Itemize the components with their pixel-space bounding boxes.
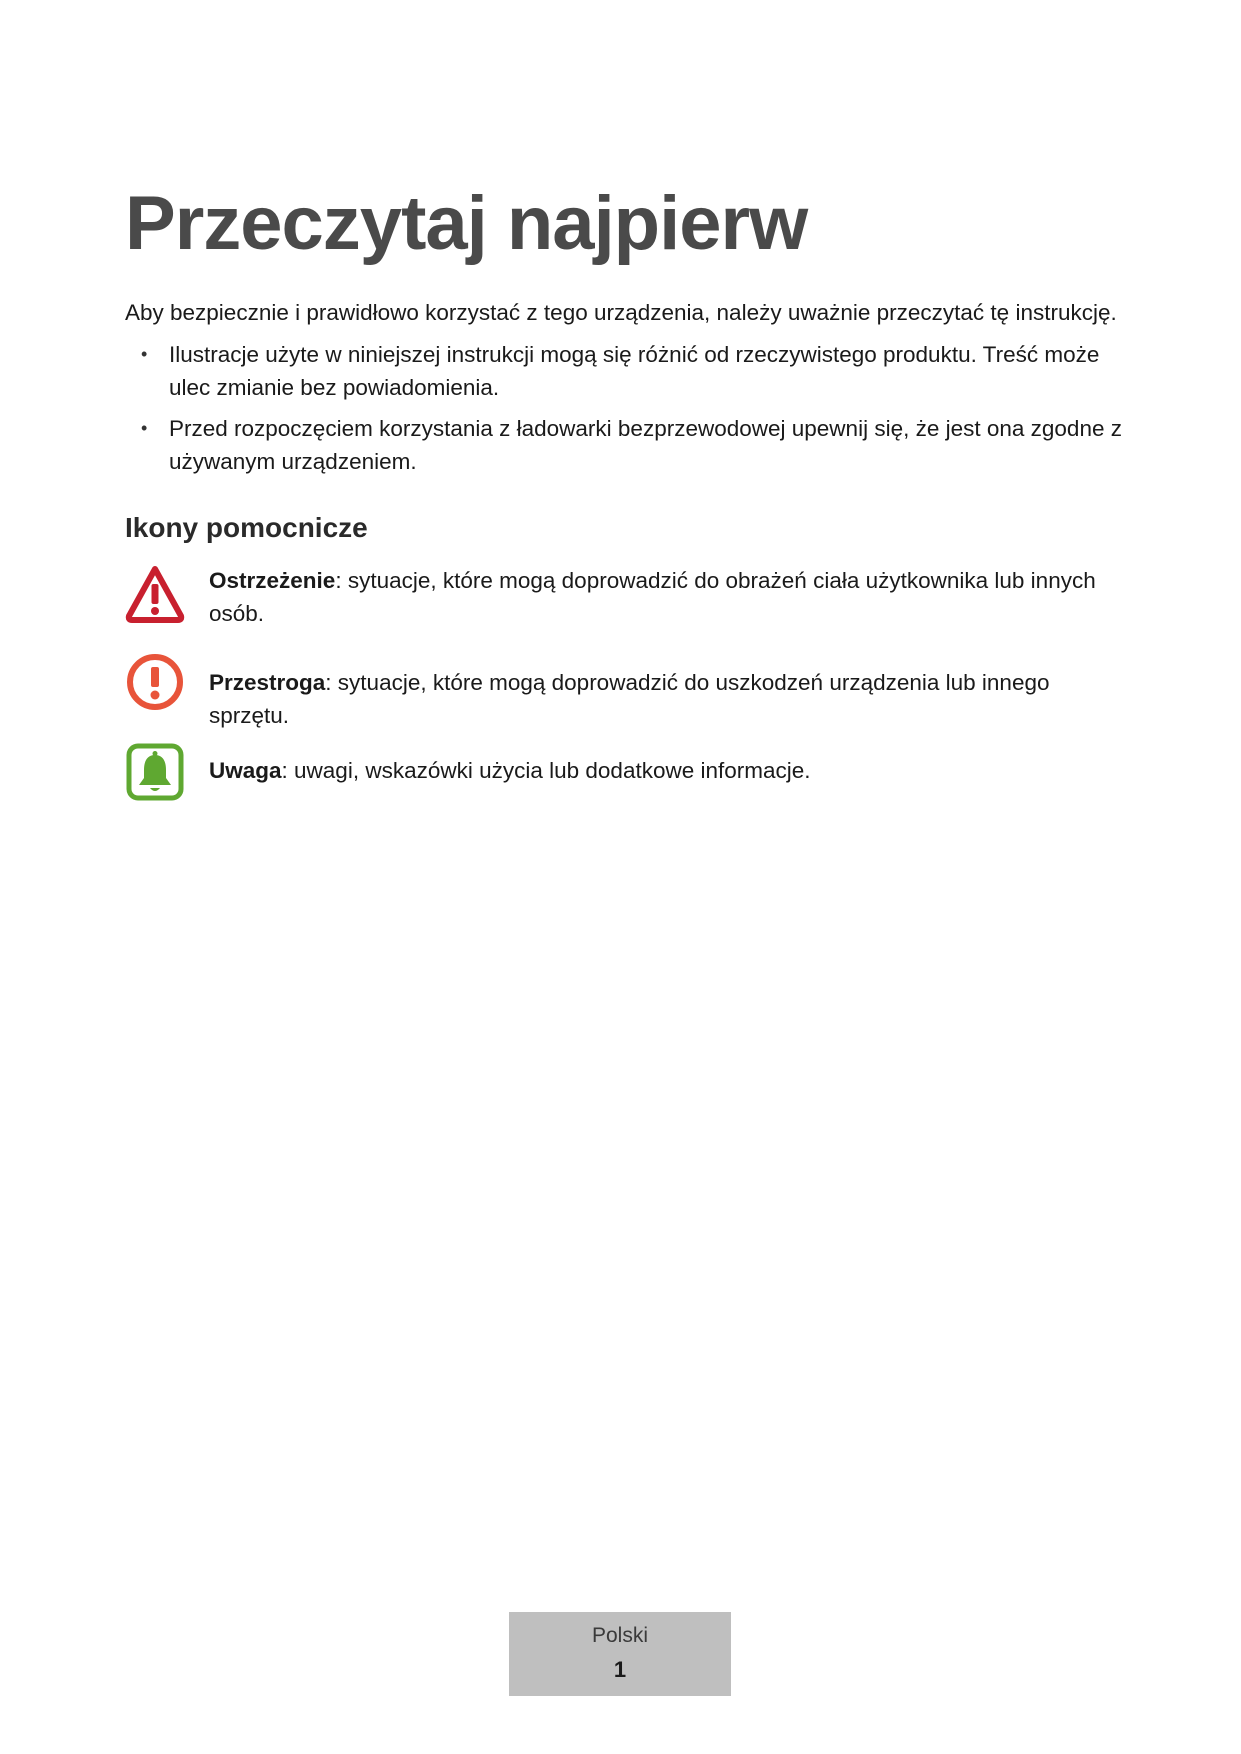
page-footer <box>509 1612 731 1696</box>
bullet-text: Ilustracje użyte w niniejszej instrukcji mogą się różnić od rzeczywistego produktu. Treść może ulec zmianie bez powiadomienia. <box>169 342 1100 400</box>
caution-circle-icon <box>125 652 185 712</box>
footer-language: Polski <box>591 1624 649 1647</box>
caution-description <box>209 666 1119 732</box>
caution-text: : sytuacje, które mogą doprowadzić do uszkodzeń urządzenia lub innego sprzętu. <box>209 670 1050 728</box>
bullet-marker: • <box>141 418 148 438</box>
warning-triangle-icon <box>125 564 185 624</box>
note-description <box>209 754 1119 787</box>
bullet-list <box>125 338 1125 486</box>
bullet-text: Przed rozpoczęciem korzystania z ładowarki bezprzewodowej upewnij się, że jest ona zgodne z używanym urządzeniem. <box>169 416 1122 474</box>
list-item <box>125 338 1125 404</box>
section-heading: Ikony pomocnicze <box>125 512 368 543</box>
warning-description <box>209 564 1119 630</box>
intro-text: Aby bezpiecznie i prawidłowo korzystać z tego urządzenia, należy uważnie przeczytać tę instrukcję. <box>125 300 1117 325</box>
page-title: Przeczytaj najpierw <box>125 181 808 266</box>
list-item <box>125 412 1125 478</box>
bullet-marker: • <box>141 344 148 364</box>
note-bell-icon <box>125 742 185 802</box>
note-term: Uwaga <box>209 758 282 783</box>
warning-term: Ostrzeżenie <box>209 568 336 593</box>
caution-term: Przestroga <box>209 670 326 695</box>
page-number: 1 <box>613 1657 627 1682</box>
warning-text: : sytuacje, które mogą doprowadzić do obrażeń ciała użytkownika lub innych osób. <box>209 568 1096 626</box>
note-text: : uwagi, wskazówki użycia lub dodatkowe informacje. <box>281 758 811 783</box>
